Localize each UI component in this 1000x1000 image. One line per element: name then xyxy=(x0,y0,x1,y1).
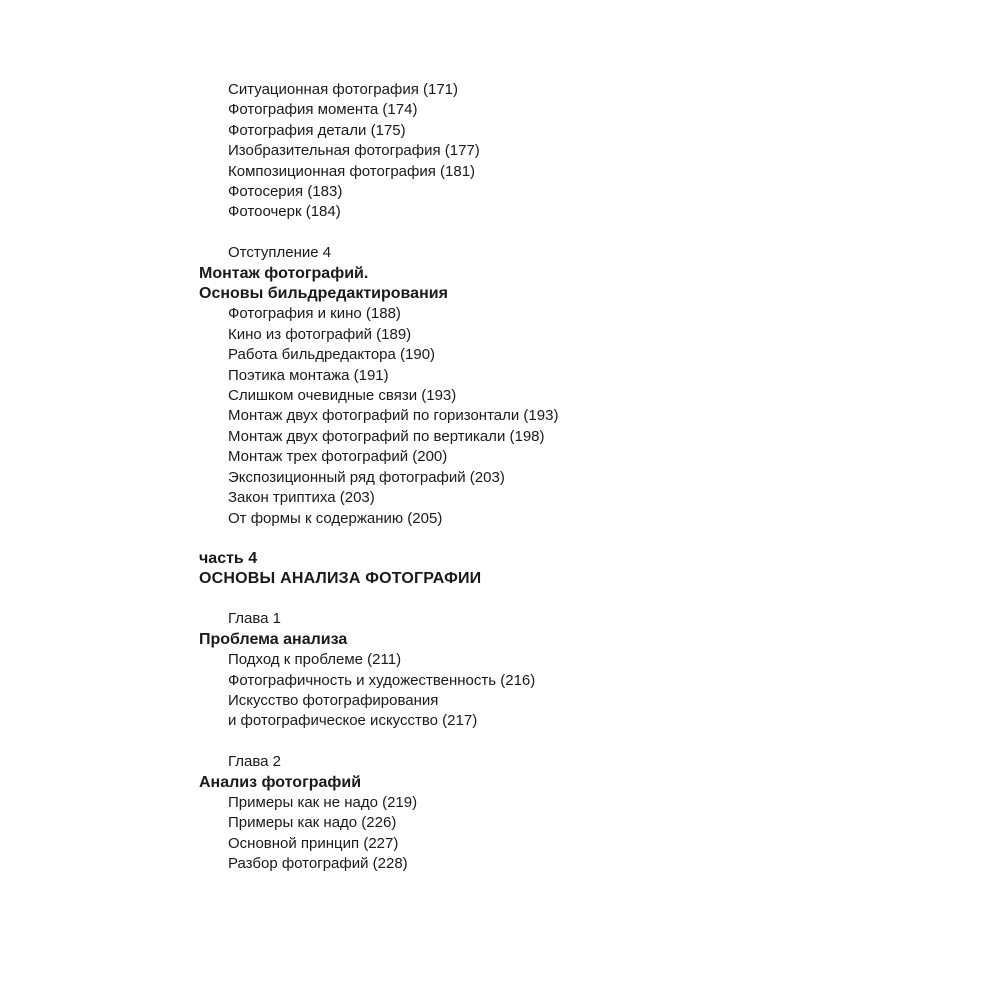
chapter-title: Проблема анализа xyxy=(199,630,348,648)
part-4-heading xyxy=(199,549,759,589)
toc-entry: Подход к проблеме (211) xyxy=(228,651,402,669)
toc-entry: Композиционная фотография (181) xyxy=(228,162,476,180)
toc-entry: Слишком очевидные связи (193) xyxy=(228,387,457,405)
digression-title-line1: Монтаж фотографий. xyxy=(199,264,369,282)
toc-entry: Фотографичность и художественность (216) xyxy=(228,671,536,689)
digression-title-line2: Основы бильдредактирования xyxy=(199,285,448,303)
chapter-1-section xyxy=(199,609,759,731)
digression-label: Отступление 4 xyxy=(228,244,332,262)
chapter-label: Глава 2 xyxy=(228,753,282,771)
continued-section xyxy=(199,80,759,223)
toc-entry: Основной принцип (227) xyxy=(228,834,399,852)
toc-entry: Монтаж двух фотографий по горизонтали (193) xyxy=(228,407,559,425)
toc-entry: Фотография детали (175) xyxy=(228,121,406,139)
toc-entry: Фотография и кино (188) xyxy=(228,305,401,323)
toc-entry: Фотография момента (174) xyxy=(228,101,418,119)
toc-entry: Экспозиционный ряд фотографий (203) xyxy=(228,468,505,486)
toc-entry: Фотосерия (183) xyxy=(228,183,343,201)
toc-entry: Фотоочерк (184) xyxy=(228,203,341,221)
toc-entry: Ситуационная фотография (171) xyxy=(228,81,459,98)
chapter-title: Анализ фотографий xyxy=(199,773,362,791)
toc-entry: Примеры как надо (226) xyxy=(228,814,397,832)
table-of-contents xyxy=(199,80,759,875)
toc-entry: Поэтика монтажа (191) xyxy=(228,366,389,384)
part-label: часть 4 xyxy=(199,549,258,567)
digression-4-section xyxy=(199,243,759,529)
toc-entry: и фотографическое искусство (217) xyxy=(228,712,478,730)
toc-entry: От формы к содержанию (205) xyxy=(228,509,443,527)
toc-entry: Монтаж двух фотографий по вертикали (198) xyxy=(228,427,545,445)
toc-entry: Работа бильдредактора (190) xyxy=(228,346,436,364)
chapter-2-section xyxy=(199,752,759,874)
chapter-label: Глава 1 xyxy=(228,610,282,628)
toc-entry: Монтаж трех фотографий (200) xyxy=(228,448,448,466)
toc-entry: Закон триптиха (203) xyxy=(228,489,375,507)
toc-entry: Примеры как не надо (219) xyxy=(228,793,418,811)
toc-entry: Искусство фотографирования xyxy=(228,691,439,709)
part-title: ОСНОВЫ АНАЛИЗА ФОТОГРАФИИ xyxy=(199,569,482,587)
toc-entry: Кино из фотографий (189) xyxy=(228,325,412,343)
toc-entry: Разбор фотографий (228) xyxy=(228,855,408,873)
toc-entry: Изобразительная фотография (177) xyxy=(228,142,480,160)
